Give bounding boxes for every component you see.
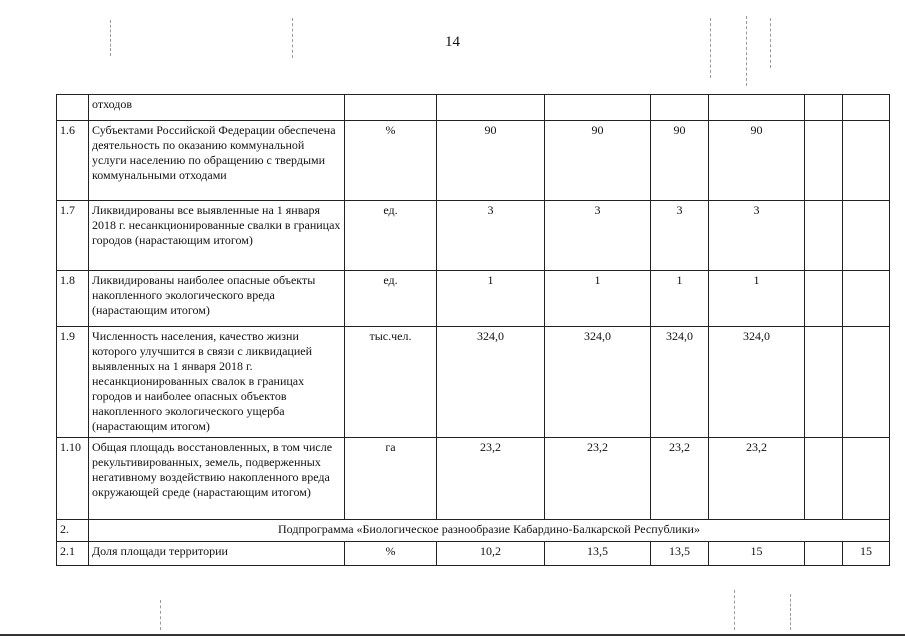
scan-artifact bbox=[770, 18, 771, 68]
indicator-name: Общая площадь восстановленных, в том числе рекультивированных, земель, подверженных негативному воздействию накопленного вреда окружающей среде (нарастающим итогом) bbox=[89, 438, 345, 520]
value-cell: 1 bbox=[437, 271, 545, 327]
value-cell bbox=[437, 95, 545, 121]
value-cell: 3 bbox=[651, 201, 709, 271]
value-cell bbox=[805, 95, 843, 121]
value-cell: 1 bbox=[651, 271, 709, 327]
value-cell bbox=[805, 121, 843, 201]
row-number: 1.8 bbox=[57, 271, 89, 327]
page-number: 14 bbox=[445, 34, 460, 50]
value-cell bbox=[709, 95, 805, 121]
value-cell: 1 bbox=[709, 271, 805, 327]
value-cell bbox=[843, 95, 890, 121]
value-cell: 324,0 bbox=[651, 327, 709, 438]
unit-of-measure: % bbox=[345, 542, 437, 566]
value-cell: 324,0 bbox=[545, 327, 651, 438]
table-row bbox=[57, 542, 890, 566]
value-cell bbox=[545, 95, 651, 121]
scan-artifact bbox=[160, 600, 161, 630]
value-cell: 3 bbox=[437, 201, 545, 271]
value-cell bbox=[805, 201, 843, 271]
row-number bbox=[57, 95, 89, 121]
unit-of-measure: % bbox=[345, 121, 437, 201]
value-cell bbox=[805, 271, 843, 327]
row-number: 1.6 bbox=[57, 121, 89, 201]
table-row bbox=[57, 201, 890, 271]
row-number: 1.10 bbox=[57, 438, 89, 520]
indicator-name: Доля площади территории bbox=[89, 542, 345, 566]
value-cell bbox=[805, 438, 843, 520]
row-number: 1.7 bbox=[57, 201, 89, 271]
scan-artifact bbox=[734, 590, 735, 630]
bottom-edge-line bbox=[0, 634, 905, 636]
value-cell: 23,2 bbox=[545, 438, 651, 520]
scan-artifact bbox=[746, 16, 747, 86]
table-row bbox=[57, 438, 890, 520]
indicator-name: Ликвидированы все выявленные на 1 января 2018 г. несанкционированные свалки в границах городов (нарастающим итогом) bbox=[89, 201, 345, 271]
section-title: Подпрограмма «Биологическое разнообразие Кабардино-Балкарской Республики» bbox=[89, 520, 890, 542]
section-row bbox=[57, 520, 890, 542]
value-cell: 90 bbox=[651, 121, 709, 201]
value-cell: 90 bbox=[437, 121, 545, 201]
value-cell: 23,2 bbox=[709, 438, 805, 520]
value-cell: 1 bbox=[545, 271, 651, 327]
value-cell: 3 bbox=[545, 201, 651, 271]
unit-of-measure: ед. bbox=[345, 201, 437, 271]
row-number: 1.9 bbox=[57, 327, 89, 438]
unit-of-measure: тыс.чел. bbox=[345, 327, 437, 438]
unit-of-measure: га bbox=[345, 438, 437, 520]
value-cell bbox=[843, 438, 890, 520]
indicator-name: Ликвидированы наиболее опасные объекты накопленного экологического вреда (нарастающим итогом) bbox=[89, 271, 345, 327]
table-row bbox=[57, 121, 890, 201]
indicator-name: Субъектами Российской Федерации обеспечена деятельность по оказанию коммунальной услуги населению по обращению с твердыми коммунальными отходами bbox=[89, 121, 345, 201]
value-cell bbox=[805, 327, 843, 438]
value-cell bbox=[651, 95, 709, 121]
value-cell: 15 bbox=[709, 542, 805, 566]
scan-artifact bbox=[292, 18, 293, 58]
value-cell: 90 bbox=[545, 121, 651, 201]
unit-of-measure: ед. bbox=[345, 271, 437, 327]
value-cell bbox=[843, 271, 890, 327]
table-row bbox=[57, 271, 890, 327]
value-cell: 23,2 bbox=[437, 438, 545, 520]
value-cell: 13,5 bbox=[545, 542, 651, 566]
row-number: 2.1 bbox=[57, 542, 89, 566]
scan-artifact bbox=[710, 18, 711, 78]
scan-artifact bbox=[790, 594, 791, 630]
value-cell bbox=[843, 121, 890, 201]
value-cell bbox=[843, 201, 890, 271]
section-number: 2. bbox=[57, 520, 89, 542]
indicator-name: Численность населения, качество жизни которого улучшится в связи с ликвидацией выявленных на 1 января 2018 г. несанкционированных свалок в границах городов и наиболее опасных объектов накопленного экологического ущерба (нарастающим итогом) bbox=[89, 327, 345, 438]
value-cell: 3 bbox=[709, 201, 805, 271]
scan-artifact bbox=[110, 20, 111, 56]
value-cell: 324,0 bbox=[709, 327, 805, 438]
value-cell bbox=[843, 327, 890, 438]
value-cell bbox=[805, 542, 843, 566]
value-cell: 15 bbox=[843, 542, 890, 566]
indicators-table bbox=[56, 94, 890, 566]
value-cell: 90 bbox=[709, 121, 805, 201]
value-cell: 10,2 bbox=[437, 542, 545, 566]
value-cell: 324,0 bbox=[437, 327, 545, 438]
table-row bbox=[57, 327, 890, 438]
indicator-name: отходов bbox=[89, 95, 345, 121]
unit-of-measure bbox=[345, 95, 437, 121]
table-row bbox=[57, 95, 890, 121]
value-cell: 13,5 bbox=[651, 542, 709, 566]
value-cell: 23,2 bbox=[651, 438, 709, 520]
